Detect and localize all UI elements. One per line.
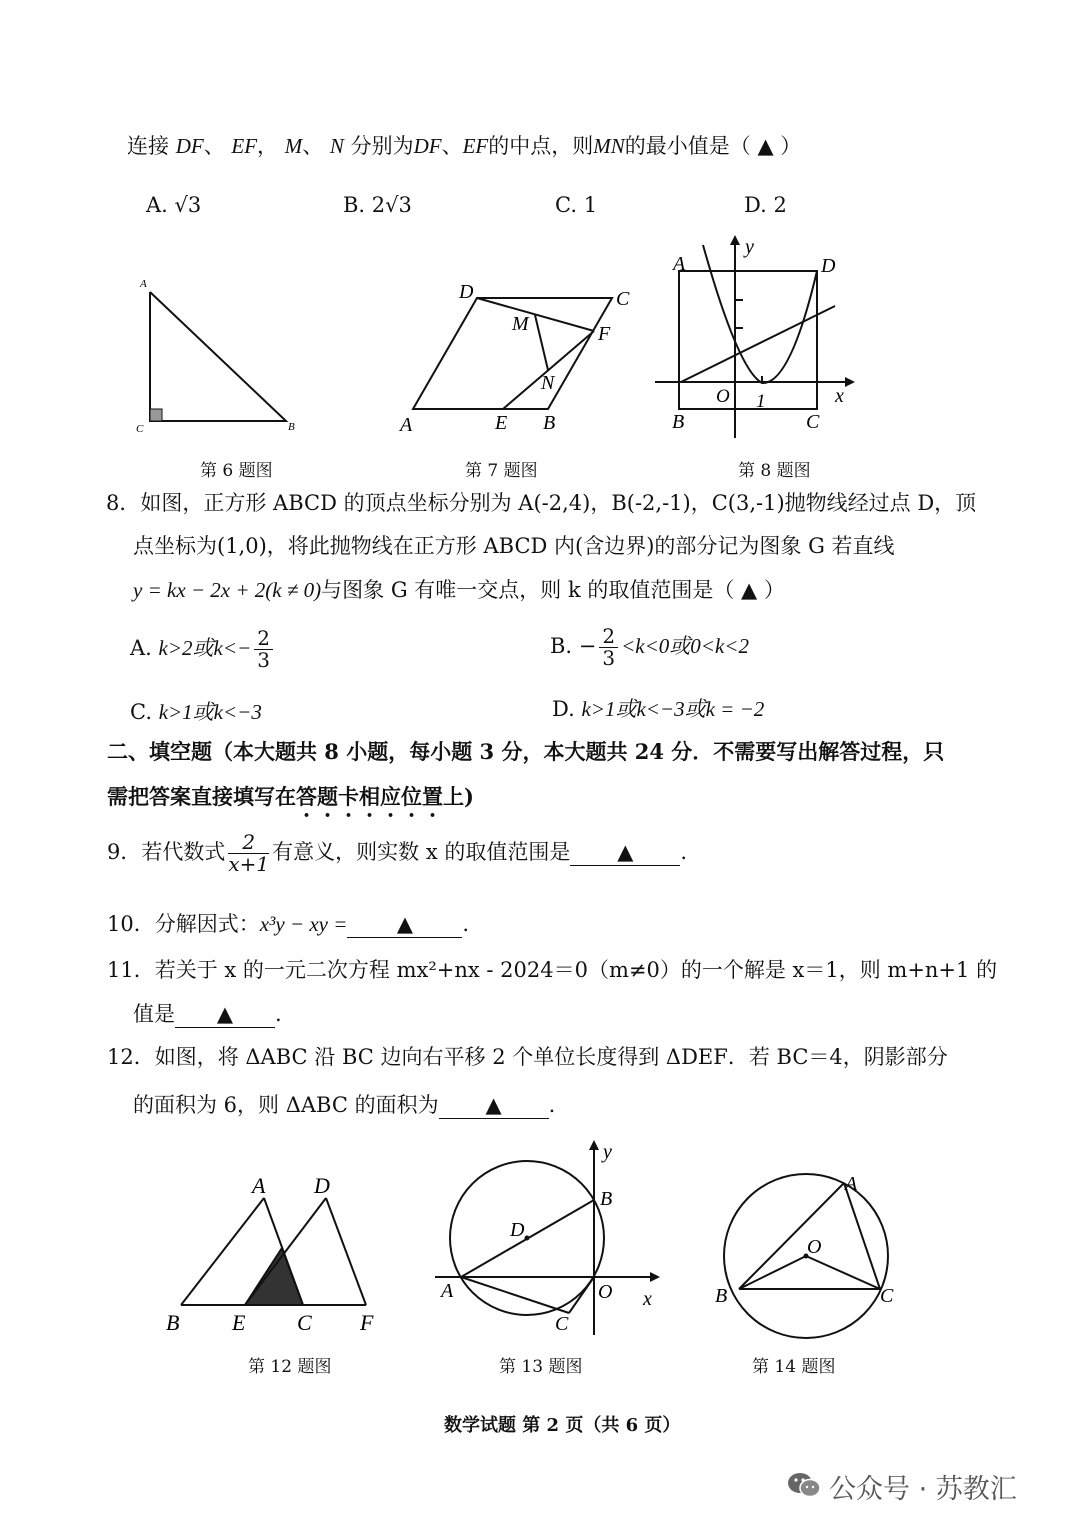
fig13-label-y: y: [603, 1141, 612, 1163]
fig12-label-c: C: [297, 1310, 312, 1335]
q8-line-equation: y = kx − 2x + 2(k ≠ 0): [133, 578, 322, 602]
fig8-label-o: O: [716, 386, 730, 407]
q12-line2: 的面积为 6，则 ΔABC 的面积为 ▲ .: [133, 1093, 555, 1119]
q7-option-d: D. 2: [744, 193, 787, 217]
fig14-label-b: B: [715, 1285, 728, 1307]
fig6-caption: 第 6 题图: [200, 461, 273, 481]
fig8-label-b: B: [672, 411, 685, 433]
fig8-label-one: 1: [756, 391, 766, 412]
fig12-label-a: A: [252, 1173, 266, 1198]
fig7-label-a: A: [400, 414, 413, 436]
q8-option-b: B. − $\frac{2}{3}$ <k<0或0<k<2: [550, 624, 749, 670]
q8-line2: 点坐标为(1,0)，将此抛物线在正方形 ABCD 内(含边界)的部分记为图象 G 若直线: [133, 534, 895, 558]
fig13-label-c: C: [555, 1313, 569, 1335]
fig7-label-f: F: [598, 323, 611, 345]
fig8-label-d: D: [821, 255, 836, 277]
q9-line: 9．若代数式 $\frac{2}{x+1}$ 有意义，则实数 x 的取值范围是 ▲ .: [107, 830, 688, 876]
fig12-label-b: B: [166, 1310, 180, 1335]
fig13-label-a: A: [441, 1280, 454, 1302]
q11-line1: 11．若关于 x 的一元二次方程 mx²+nx - 2024＝0（m≠0）的一个解是 x＝1，则 m+n+1 的: [107, 958, 998, 982]
fig7-label-b: B: [543, 412, 556, 434]
watermark-text: 公众号 · 苏教汇: [829, 1474, 1017, 1505]
fig14-caption: 第 14 题图: [752, 1357, 836, 1377]
fig6-label-b: B: [288, 421, 295, 433]
fig13-label-o: O: [598, 1281, 613, 1303]
fig13-diagram: [435, 1150, 650, 1335]
fig7-label-e: E: [495, 412, 508, 434]
fig14-label-c: C: [880, 1285, 894, 1307]
fig8-label-a: A: [673, 253, 686, 275]
fig7-label-c: C: [616, 288, 630, 310]
q8-option-c: C. k>1或k<−3: [130, 700, 262, 724]
fig8-caption: 第 8 题图: [738, 461, 811, 481]
q8-option-a: A. k>2或k<− $\frac{2}{3}$: [130, 628, 276, 671]
q7-option-b: B. 2√3: [343, 193, 412, 217]
fig7-label-d: D: [459, 281, 474, 303]
fig13-label-b: B: [600, 1188, 613, 1210]
wechat-icon: [786, 1470, 822, 1500]
fig14-label-o: O: [807, 1236, 822, 1258]
section2-heading-line2: 需把答案直接填写在答题卡相应位置上): [107, 784, 474, 809]
fig7-caption: 第 7 题图: [465, 461, 538, 481]
q7-stem-line: 连接 DF、 EF， M、 N 分别为DF、EF的中点，则MN的最小值是（ ▲ ）: [127, 134, 802, 158]
fig13-label-d: D: [510, 1219, 525, 1241]
fig12-label-f: F: [360, 1310, 374, 1335]
q10-line: 10．分解因式：x³y − xy = ▲ .: [107, 912, 469, 938]
fig7-label-m: M: [512, 313, 529, 335]
q8-line1: 8．如图，正方形 ABCD 的顶点坐标分别为 A(-2,4)，B(-2,-1)，C(3,-1)抛物线经过点 D，顶: [106, 491, 977, 515]
page-footer: 数学试题 第 2 页（共 6 页）: [444, 1415, 681, 1436]
q7-option-c: C. 1: [555, 193, 598, 217]
q11-answer-blank: ▲: [175, 1002, 275, 1028]
fig6-label-a: A: [140, 278, 147, 290]
fig12-caption: 第 12 题图: [248, 1357, 332, 1377]
q10-answer-blank: ▲: [347, 912, 462, 938]
fig8-label-y: y: [745, 236, 754, 258]
q11-line2: 值是 ▲ .: [133, 1002, 282, 1028]
fig14-label-a: A: [845, 1173, 858, 1195]
fig12-label-d: D: [314, 1173, 330, 1198]
fig8-label-c: C: [806, 411, 820, 433]
fig6-label-c: C: [136, 423, 144, 435]
fig12-label-e: E: [232, 1310, 246, 1335]
fig13-caption: 第 13 题图: [499, 1357, 583, 1377]
q12-answer-blank: ▲: [439, 1093, 549, 1119]
fig13-label-x: x: [643, 1288, 652, 1310]
section2-heading-line1: 二、填空题（本大题共 8 小题，每小题 3 分，本大题共 24 分．不需要写出解答过程，只: [107, 739, 945, 764]
q7-option-a: A. √3: [146, 193, 202, 217]
q12-line1: 12．如图，将 ΔABC 沿 BC 边向右平移 2 个单位长度得到 ΔDEF．若 BC＝4，阴影部分: [107, 1045, 948, 1069]
fig12-diagram: [181, 1198, 366, 1305]
fig7-label-n: N: [541, 372, 555, 394]
q8-option-d: D. k>1或k<−3或k = −2: [552, 697, 765, 721]
fig8-label-x: x: [835, 385, 844, 407]
q8-line3-text: 与图象 G 有唯一交点，则 k 的取值范围是（ ▲ ）: [321, 578, 785, 602]
q9-answer-blank: ▲: [570, 840, 680, 866]
